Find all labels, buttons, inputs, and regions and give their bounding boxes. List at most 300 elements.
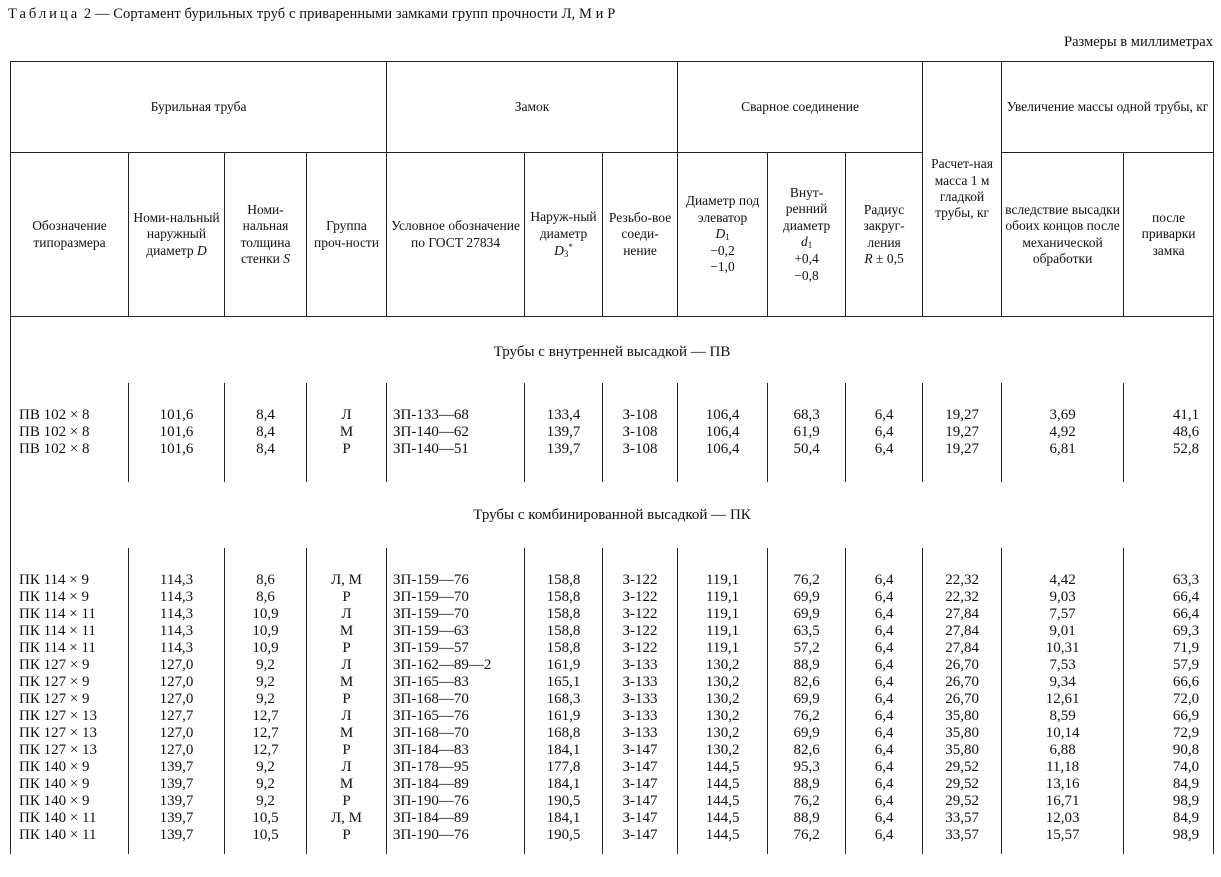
cell-elevator-diameter: 144,5 <box>678 810 768 827</box>
cell-wall-thickness: 9,2 <box>225 759 307 776</box>
spacer-cell <box>678 844 768 854</box>
table-row <box>11 441 1214 458</box>
cell-outer-diameter: 101,6 <box>129 424 225 441</box>
cell-radius: 6,4 <box>846 407 923 424</box>
cell-lock-outer-diameter: 184,1 <box>525 742 603 759</box>
section-end-spacer <box>11 844 1214 854</box>
cell-lock-outer-diameter: 139,7 <box>525 441 603 458</box>
table-row <box>11 827 1214 844</box>
cell-designation: ПК 140 × 9 <box>11 759 129 776</box>
cell-strength-group: Л <box>307 708 387 725</box>
cell-inner-diameter: 61,9 <box>768 424 846 441</box>
cell-lock-outer-diameter: 168,3 <box>525 691 603 708</box>
units-note: Размеры в миллиметрах <box>1064 34 1213 50</box>
cell-outer-diameter: 139,7 <box>129 793 225 810</box>
cell-strength-group: Л <box>307 407 387 424</box>
header-inner-var: d <box>800 234 808 250</box>
spacer-cell <box>603 383 678 407</box>
cell-wall-thickness: 10,9 <box>225 623 307 640</box>
header-increase-weld: после приварки замка <box>1124 153 1214 317</box>
spacer-cell <box>846 458 923 482</box>
cell-mass: 26,70 <box>923 657 1002 674</box>
cell-lock-gost: ЗП-159—63 <box>387 623 525 640</box>
cell-increase-upset: 12,03 <box>1002 810 1124 827</box>
cell-inner-diameter: 63,5 <box>768 623 846 640</box>
cell-strength-group: М <box>307 674 387 691</box>
cell-wall-thickness: 9,2 <box>225 657 307 674</box>
cell-radius: 6,4 <box>846 606 923 623</box>
cell-elevator-diameter: 144,5 <box>678 776 768 793</box>
section-title-row <box>11 482 1214 548</box>
cell-thread: З-108 <box>603 441 678 458</box>
spacer-cell <box>307 548 387 572</box>
header-inner-sub: 1 <box>807 240 813 251</box>
cell-designation: ПК 114 × 9 <box>11 589 129 606</box>
table-row <box>11 776 1214 793</box>
header-radius-text: Радиус закруг-ления <box>863 201 905 250</box>
cell-mass: 19,27 <box>923 407 1002 424</box>
spacer-cell <box>11 548 129 572</box>
cell-elevator-diameter: 144,5 <box>678 793 768 810</box>
spacer-cell <box>1124 548 1214 572</box>
cell-increase-weld: 48,6 <box>1124 424 1214 441</box>
spacer-cell <box>1124 383 1214 407</box>
cell-increase-upset: 13,16 <box>1002 776 1124 793</box>
cell-strength-group: Р <box>307 827 387 844</box>
cell-designation: ПК 127 × 9 <box>11 657 129 674</box>
cell-thread: З-133 <box>603 674 678 691</box>
cell-outer-diameter: 114,3 <box>129 572 225 589</box>
cell-outer-diameter: 139,7 <box>129 810 225 827</box>
cell-inner-diameter: 57,2 <box>768 640 846 657</box>
cell-thread: З-147 <box>603 759 678 776</box>
spacer-cell <box>923 844 1002 854</box>
cell-outer-diameter: 127,0 <box>129 725 225 742</box>
header-lock-outer-sup: * <box>568 241 573 252</box>
header-wall-thickness-var: S <box>283 250 291 266</box>
cell-increase-weld: 72,9 <box>1124 725 1214 742</box>
cell-increase-upset: 6,81 <box>1002 441 1124 458</box>
spacer-cell <box>678 548 768 572</box>
spacer-cell <box>603 844 678 854</box>
section-title-row <box>11 317 1214 384</box>
cell-thread: З-133 <box>603 657 678 674</box>
cell-wall-thickness: 10,5 <box>225 810 307 827</box>
cell-thread: З-122 <box>603 623 678 640</box>
spacer-cell <box>846 844 923 854</box>
section-spacer <box>11 548 1214 572</box>
cell-lock-gost: ЗП-159—70 <box>387 589 525 606</box>
cell-increase-upset: 4,92 <box>1002 424 1124 441</box>
cell-mass: 27,84 <box>923 640 1002 657</box>
spacer-cell <box>129 548 225 572</box>
cell-thread: З-122 <box>603 589 678 606</box>
cell-lock-gost: ЗП-159—76 <box>387 572 525 589</box>
cell-designation: ПК 127 × 9 <box>11 691 129 708</box>
cell-elevator-diameter: 119,1 <box>678 589 768 606</box>
cell-inner-diameter: 88,9 <box>768 810 846 827</box>
cell-increase-upset: 7,57 <box>1002 606 1124 623</box>
spacer-cell <box>768 844 846 854</box>
cell-mass: 29,52 <box>923 793 1002 810</box>
header-inner-diameter <box>768 153 846 317</box>
cell-wall-thickness: 9,2 <box>225 691 307 708</box>
cell-outer-diameter: 101,6 <box>129 407 225 424</box>
header-group-increase: Увеличение массы одной трубы, кг <box>1002 62 1214 153</box>
header-thread: Резьбо-вое соеди-нение <box>603 153 678 317</box>
cell-radius: 6,4 <box>846 793 923 810</box>
cell-lock-gost: ЗП-140—62 <box>387 424 525 441</box>
table-row <box>11 640 1214 657</box>
cell-outer-diameter: 127,7 <box>129 708 225 725</box>
cell-designation: ПК 140 × 9 <box>11 776 129 793</box>
cell-radius: 6,4 <box>846 691 923 708</box>
cell-wall-thickness: 9,2 <box>225 674 307 691</box>
cell-lock-outer-diameter: 190,5 <box>525 793 603 810</box>
spacer-cell <box>11 383 129 407</box>
cell-designation: ПК 140 × 11 <box>11 810 129 827</box>
cell-radius: 6,4 <box>846 424 923 441</box>
cell-lock-gost: ЗП-165—83 <box>387 674 525 691</box>
spacer-cell <box>768 548 846 572</box>
cell-outer-diameter: 139,7 <box>129 827 225 844</box>
cell-strength-group: Р <box>307 793 387 810</box>
header-elevator-diameter <box>678 153 768 317</box>
cell-lock-gost: ЗП-184—89 <box>387 776 525 793</box>
header-wall-thickness <box>225 153 307 317</box>
cell-wall-thickness: 10,5 <box>225 827 307 844</box>
cell-elevator-diameter: 106,4 <box>678 407 768 424</box>
cell-mass: 27,84 <box>923 623 1002 640</box>
cell-increase-weld: 98,9 <box>1124 827 1214 844</box>
cell-increase-upset: 9,03 <box>1002 589 1124 606</box>
spacer-cell <box>1002 844 1124 854</box>
spacer-cell <box>225 383 307 407</box>
spacer-cell <box>525 844 603 854</box>
cell-mass: 35,80 <box>923 742 1002 759</box>
cell-mass: 22,32 <box>923 572 1002 589</box>
table-body <box>11 317 1214 855</box>
table-row <box>11 572 1214 589</box>
cell-increase-upset: 3,69 <box>1002 407 1124 424</box>
spacer-cell <box>603 458 678 482</box>
spacer-cell <box>11 458 129 482</box>
cell-designation: ПК 127 × 13 <box>11 742 129 759</box>
cell-designation: ПК 114 × 11 <box>11 606 129 623</box>
cell-designation: ПВ 102 × 8 <box>11 424 129 441</box>
cell-lock-gost: ЗП-168—70 <box>387 725 525 742</box>
table-caption <box>8 6 615 23</box>
cell-lock-outer-diameter: 165,1 <box>525 674 603 691</box>
cell-strength-group: Р <box>307 441 387 458</box>
spacer-cell <box>307 844 387 854</box>
header-group-weld: Сварное соединение <box>678 62 923 153</box>
section-title: Трубы с комбинированной высадкой — ПК <box>11 482 1214 548</box>
cell-outer-diameter: 139,7 <box>129 759 225 776</box>
cell-mass: 26,70 <box>923 691 1002 708</box>
header-radius <box>846 153 923 317</box>
cell-increase-upset: 10,31 <box>1002 640 1124 657</box>
spacer-cell <box>923 458 1002 482</box>
cell-designation: ПК 127 × 9 <box>11 674 129 691</box>
cell-outer-diameter: 127,0 <box>129 674 225 691</box>
header-group-lock: Замок <box>387 62 678 153</box>
cell-mass: 19,27 <box>923 424 1002 441</box>
table-row <box>11 759 1214 776</box>
cell-thread: З-122 <box>603 572 678 589</box>
cell-radius: 6,4 <box>846 725 923 742</box>
header-mass: Расчет-ная масса 1 м гладкой трубы, кг <box>923 62 1002 317</box>
cell-mass: 35,80 <box>923 708 1002 725</box>
cell-increase-upset: 6,88 <box>1002 742 1124 759</box>
cell-increase-weld: 41,1 <box>1124 407 1214 424</box>
spacer-cell <box>768 383 846 407</box>
cell-increase-weld: 74,0 <box>1124 759 1214 776</box>
cell-inner-diameter: 76,2 <box>768 572 846 589</box>
cell-increase-weld: 69,3 <box>1124 623 1214 640</box>
cell-radius: 6,4 <box>846 827 923 844</box>
cell-lock-gost: ЗП-165—76 <box>387 708 525 725</box>
cell-thread: З-133 <box>603 708 678 725</box>
spacer-cell <box>1124 844 1214 854</box>
cell-outer-diameter: 127,0 <box>129 657 225 674</box>
cell-radius: 6,4 <box>846 674 923 691</box>
cell-lock-outer-diameter: 177,8 <box>525 759 603 776</box>
cell-strength-group: Л, М <box>307 810 387 827</box>
cell-lock-gost: ЗП-190—76 <box>387 827 525 844</box>
cell-wall-thickness: 10,9 <box>225 606 307 623</box>
spacer-cell <box>387 383 525 407</box>
table-row <box>11 424 1214 441</box>
cell-elevator-diameter: 130,2 <box>678 691 768 708</box>
cell-radius: 6,4 <box>846 759 923 776</box>
spacer-cell <box>678 383 768 407</box>
cell-thread: З-108 <box>603 407 678 424</box>
cell-elevator-diameter: 119,1 <box>678 572 768 589</box>
spacer-cell <box>846 383 923 407</box>
header-increase-upset: вследствие высадки обоих концов после механической обработки <box>1002 153 1124 317</box>
cell-elevator-diameter: 119,1 <box>678 640 768 657</box>
cell-outer-diameter: 127,0 <box>129 742 225 759</box>
table-row <box>11 725 1214 742</box>
cell-increase-weld: 71,9 <box>1124 640 1214 657</box>
cell-lock-gost: ЗП-184—83 <box>387 742 525 759</box>
cell-strength-group: М <box>307 623 387 640</box>
table-row <box>11 589 1214 606</box>
spacer-cell <box>603 548 678 572</box>
spacer-cell <box>129 844 225 854</box>
cell-elevator-diameter: 130,2 <box>678 742 768 759</box>
table-row <box>11 691 1214 708</box>
cell-wall-thickness: 8,4 <box>225 441 307 458</box>
cell-wall-thickness: 12,7 <box>225 725 307 742</box>
header-lock-outer-var: D <box>554 242 564 258</box>
spacer-cell <box>387 548 525 572</box>
cell-inner-diameter: 76,2 <box>768 793 846 810</box>
header-elevator-tol2: −1,0 <box>710 259 735 275</box>
table-caption-lead: Таблица <box>8 6 81 22</box>
cell-mass: 27,84 <box>923 606 1002 623</box>
cell-designation: ПК 140 × 9 <box>11 793 129 810</box>
cell-wall-thickness: 8,6 <box>225 572 307 589</box>
header-elevator-text: Диаметр под элеватор <box>685 193 760 225</box>
cell-wall-thickness: 8,6 <box>225 589 307 606</box>
spacer-cell <box>1002 458 1124 482</box>
cell-wall-thickness: 10,9 <box>225 640 307 657</box>
section-title: Трубы с внутренней высадкой — ПВ <box>11 317 1214 384</box>
cell-lock-outer-diameter: 133,4 <box>525 407 603 424</box>
spacer-cell <box>525 458 603 482</box>
table-row <box>11 407 1214 424</box>
header-designation: Обозначение типоразмера <box>11 153 129 317</box>
cell-increase-upset: 16,71 <box>1002 793 1124 810</box>
cell-increase-weld: 72,0 <box>1124 691 1214 708</box>
cell-mass: 22,32 <box>923 589 1002 606</box>
cell-designation: ПК 127 × 13 <box>11 708 129 725</box>
cell-increase-weld: 66,9 <box>1124 708 1214 725</box>
spacer-cell <box>923 383 1002 407</box>
cell-designation: ПК 114 × 11 <box>11 640 129 657</box>
cell-increase-upset: 9,34 <box>1002 674 1124 691</box>
cell-lock-outer-diameter: 158,8 <box>525 606 603 623</box>
cell-radius: 6,4 <box>846 589 923 606</box>
cell-wall-thickness: 9,2 <box>225 776 307 793</box>
cell-strength-group: М <box>307 725 387 742</box>
cell-increase-weld: 98,9 <box>1124 793 1214 810</box>
cell-mass: 35,80 <box>923 725 1002 742</box>
cell-lock-outer-diameter: 168,8 <box>525 725 603 742</box>
cell-mass: 29,52 <box>923 759 1002 776</box>
cell-lock-outer-diameter: 184,1 <box>525 810 603 827</box>
cell-increase-upset: 11,18 <box>1002 759 1124 776</box>
cell-strength-group: Л <box>307 606 387 623</box>
cell-lock-outer-diameter: 158,8 <box>525 623 603 640</box>
cell-wall-thickness: 12,7 <box>225 708 307 725</box>
cell-lock-outer-diameter: 161,9 <box>525 657 603 674</box>
spacer-cell <box>1002 383 1124 407</box>
cell-radius: 6,4 <box>846 572 923 589</box>
header-strength-group: Группа проч-ности <box>307 153 387 317</box>
header-inner-text: Внут-ренний диаметр <box>782 184 831 233</box>
cell-increase-upset: 10,14 <box>1002 725 1124 742</box>
cell-inner-diameter: 69,9 <box>768 691 846 708</box>
cell-radius: 6,4 <box>846 810 923 827</box>
cell-lock-gost: ЗП-190—76 <box>387 793 525 810</box>
cell-lock-outer-diameter: 158,8 <box>525 589 603 606</box>
cell-thread: З-147 <box>603 827 678 844</box>
cell-thread: З-147 <box>603 776 678 793</box>
header-inner-tol1: +0,4 <box>794 251 819 267</box>
header-outer-diameter-var: D <box>197 242 207 258</box>
cell-increase-weld: 66,4 <box>1124 589 1214 606</box>
header-outer-diameter-text: Номи-нальный наружный диаметр <box>133 209 220 258</box>
cell-strength-group: Р <box>307 640 387 657</box>
cell-radius: 6,4 <box>846 776 923 793</box>
cell-elevator-diameter: 119,1 <box>678 623 768 640</box>
header-lock-outer-text: Наруж-ный диаметр <box>530 209 597 241</box>
cell-elevator-diameter: 130,2 <box>678 674 768 691</box>
cell-thread: З-147 <box>603 742 678 759</box>
spacer-cell <box>846 548 923 572</box>
cell-lock-outer-diameter: 158,8 <box>525 572 603 589</box>
cell-outer-diameter: 114,3 <box>129 589 225 606</box>
cell-lock-outer-diameter: 184,1 <box>525 776 603 793</box>
cell-increase-weld: 52,8 <box>1124 441 1214 458</box>
cell-outer-diameter: 139,7 <box>129 776 225 793</box>
table-row <box>11 674 1214 691</box>
spacer-cell <box>11 844 129 854</box>
cell-lock-gost: ЗП-162—89—2 <box>387 657 525 674</box>
header-radius-tol: ± 0,5 <box>876 250 904 266</box>
cell-elevator-diameter: 119,1 <box>678 606 768 623</box>
cell-elevator-diameter: 130,2 <box>678 657 768 674</box>
cell-increase-upset: 8,59 <box>1002 708 1124 725</box>
cell-thread: З-147 <box>603 810 678 827</box>
cell-lock-gost: ЗП-178—95 <box>387 759 525 776</box>
table-row <box>11 810 1214 827</box>
spacer-cell <box>307 383 387 407</box>
cell-inner-diameter: 69,9 <box>768 589 846 606</box>
cell-thread: З-108 <box>603 424 678 441</box>
spacer-cell <box>225 458 307 482</box>
cell-radius: 6,4 <box>846 657 923 674</box>
cell-increase-weld: 84,9 <box>1124 810 1214 827</box>
table-row <box>11 793 1214 810</box>
cell-inner-diameter: 76,2 <box>768 708 846 725</box>
spacer-cell <box>525 548 603 572</box>
header-lock-outer-sub: 3 <box>563 248 569 259</box>
spacer-cell <box>225 548 307 572</box>
cell-outer-diameter: 127,0 <box>129 691 225 708</box>
cell-inner-diameter: 69,9 <box>768 606 846 623</box>
cell-increase-upset: 4,42 <box>1002 572 1124 589</box>
header-outer-diameter <box>129 153 225 317</box>
cell-elevator-diameter: 106,4 <box>678 441 768 458</box>
cell-inner-diameter: 82,6 <box>768 742 846 759</box>
table-row <box>11 657 1214 674</box>
cell-strength-group: Р <box>307 742 387 759</box>
cell-radius: 6,4 <box>846 640 923 657</box>
cell-thread: З-133 <box>603 725 678 742</box>
cell-thread: З-122 <box>603 606 678 623</box>
cell-wall-thickness: 8,4 <box>225 407 307 424</box>
cell-elevator-diameter: 106,4 <box>678 424 768 441</box>
cell-designation: ПК 114 × 9 <box>11 572 129 589</box>
cell-inner-diameter: 88,9 <box>768 657 846 674</box>
cell-inner-diameter: 68,3 <box>768 407 846 424</box>
spacer-cell <box>525 383 603 407</box>
cell-mass: 29,52 <box>923 776 1002 793</box>
spacer-cell <box>678 458 768 482</box>
table-row <box>11 708 1214 725</box>
header-inner-tol2: −0,8 <box>794 267 819 283</box>
cell-lock-gost: ЗП-159—57 <box>387 640 525 657</box>
cell-increase-weld: 66,4 <box>1124 606 1214 623</box>
cell-lock-outer-diameter: 139,7 <box>525 424 603 441</box>
spacer-cell <box>129 383 225 407</box>
section-spacer <box>11 383 1214 407</box>
cell-strength-group: М <box>307 776 387 793</box>
table-row <box>11 623 1214 640</box>
cell-elevator-diameter: 130,2 <box>678 725 768 742</box>
cell-increase-weld: 66,6 <box>1124 674 1214 691</box>
cell-designation: ПВ 102 × 8 <box>11 441 129 458</box>
cell-thread: З-122 <box>603 640 678 657</box>
spacer-cell <box>307 458 387 482</box>
spacer-cell <box>923 548 1002 572</box>
cell-increase-weld: 57,9 <box>1124 657 1214 674</box>
cell-strength-group: Л <box>307 759 387 776</box>
